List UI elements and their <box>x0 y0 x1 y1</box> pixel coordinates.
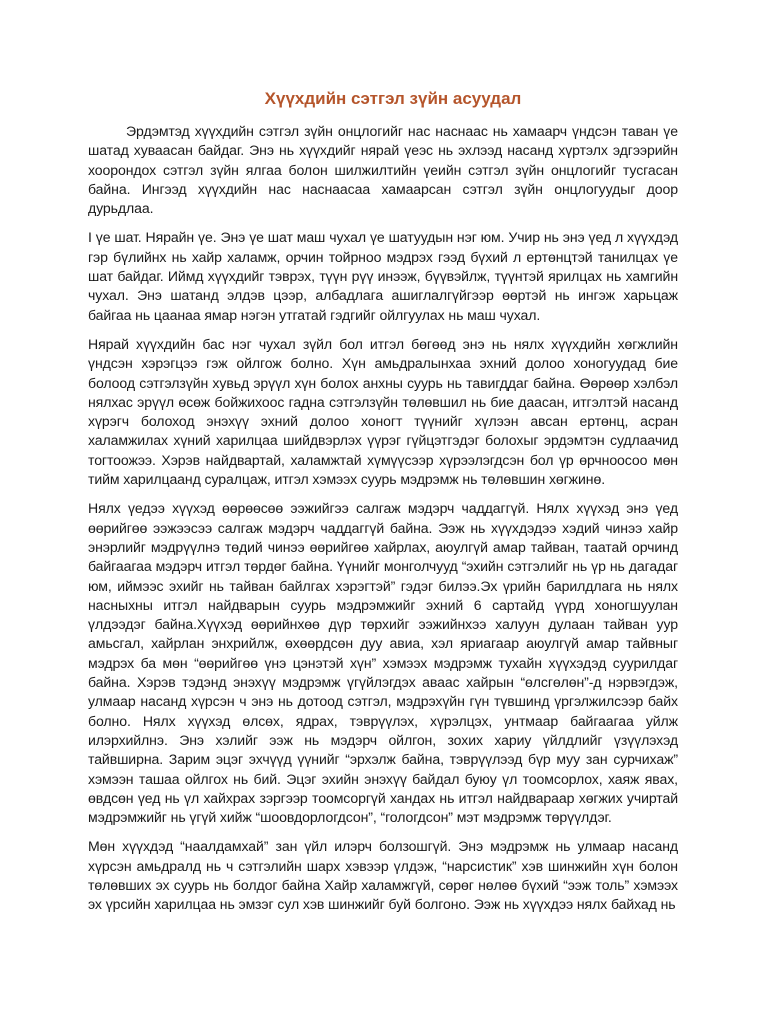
paragraph-clingy-behavior: Мөн хүүхдэд “наалдамхай” зан үйл илэрч болзошгүй. Энэ мэдрэмж нь улмаар насанд хүрсэн амьдралд нь ч сэтгэлийн шарх хэвээр үлдэж, “нарсистик” хэв шинжийн хүн болон төлөвших эх суурь нь болдог байна Хайр халамжгүй, сөрөг нөлөө бүхий “ээж толь” хэмээх эх үрсийн харилцаа нь эмзэг сул хэв шинжийг буй болгоно. Ээж нь хүүхдээ нялх байхад нь <box>88 838 678 913</box>
paragraph-trust: Нярай хүүхдийн бас нэг чухал зүйл бол итгэл бөгөөд энэ нь нялх хүүхдийн хөгжлийн үндсэн хэрэгцээ гэж ойлгож болно. Хүн амьдралынхаа эхний долоо хоногуудад бие болоод сэтгэлзүйн хувьд эрүүл хүн болох анхны суурь нь тавигддаг байна. Өөрөөр хэлбэл нялхас эрүүл өсөж бойжихоос гадна сэтгэлзүйн төлөвшил нь бие даасан, итгэлтэй насанд хүрэгч болоход энэхүү эхний долоо хоногт түүнийг хүлээн авсан ертөнц, асран халамжилах хүний харилцаа шийдвэрлэх үүрэг гүйцэтгэдэг болохыг эрдэмтэн судлаачид тогтоожээ. Хэрэв найдвартай, халамжтай хүмүүсээр хүрээлэгдсэн бол үр өрчноосоо мөн тийм харилцаанд суралцаж, итгэл хэмээх суурь мэдрэмж нь төлөвшин хөгжинө. <box>88 335 678 488</box>
paragraph-stage-one: I үе шат. Нярайн үе. Энэ үе шат маш чухал үе шатуудын нэг юм. Учир нь энэ үед л хүүхдэд гэр бүлийнх нь хайр халамж, орчин тойрноо мэдрэх гээд бүхий л ертөнцтэй танилцах үе шат байдаг. Иймд хүүхдийг тэврэх, түүн рүү инээж, бүүвэйлж, түүнтэй ярилцах нь хамгийн чухал. Энэ шатанд элдэв цээр, албадлага ашиглалгүйгээр өөртэй нь ингэж харьцаж байгаа нь цаанаа ямар нэгэн утгатай гэдгийг ойлгуулах нь маш чухал. <box>88 229 678 323</box>
paragraph-intro: Эрдэмтэд хүүхдийн сэтгэл зүйн онцлогийг нас наснаас нь хамаарч үндсэн таван үе шатад хуваасан байдаг. Энэ нь хүүхдийг нярай үеэс нь эхлээд насанд хүртэлх эдгээрийн хоорондох сэтгэл зүйн ялгаа болон шилжилтийн үеийн сэтгэл зүйн онцлогийг тусгасан байна. Ингээд хүүхдийн нас наснаасаа хамаарсан сэтгэл зүйн онцлогуудыг доор дурьдлаа. <box>88 123 678 217</box>
paragraph-mother-bond: Нялх үедээ хүүхэд өөрөөсөө ээжийгээ салгаж мэдэрч чаддаггүй. Нялх хүүхэд энэ үед өөрийгөө ээжээсээ салгаж мэдэрч чаддаггүй байна. Ээж нь хүүхдэдээ хэдий чинээ хайр энэрлийг мэдрүүлнэ төдий чинээ өөрийгөө хайрлах, аюулгүй амар тайван, таатай орчинд байгаагаа мэдэрч итгэл төрдөг байна. Үүнийг монголчууд “эхийн сэтгэлийг нь үр нь дагадаг юм, иймээс эхийг нь тайван байлгах хэрэгтэй” гэдэг билээ.Эх үрийн барилдлага нь нялх насныхны итгэл найдварын суурь мэдрэмжийг эхний 6 сартайд үүрд хоногшуулан үлдээдэг байна.Хүүхэд өөрийнхөө дүр төрхийг ээжийнхээ халуун дулаан тайван уур амьсгал, хайрлан энхрийлж, өхөөрдсөн дуу авиа, хэл яриагаар аюулгүй амар тайвныг мэдрэх ба мөн “өөрийгөө үнэ цэнэтэй хүн” хэмээх мэдрэмж тухайн хүүхэдэд суурилдаг байна. Хэрэв тэдэнд энэхүү мэдрэмж үгүйлэгдэх аваас хайрын “өлсгөлөн”-д нэрвэгдэж, улмаар насанд хүрсэн ч энэ нь дотоод сэтгэл, мэдрэхүйн гүн түвшинд үргэлжилсээр байх болно. Нялх хүүхэд өлсөх, ядрах, тэврүүлэх, хүрэлцэх, унтмаар байгаагаа уйлж илэрхийлнэ. Энэ хэлийг ээж нь мэдэрч ойлгон, зохих хариу үйлдлийг үзүүлэхэд тайвширна. Зарим эцэг эхчүүд үүнийг “эрхэлж байна, тэврүүлээд бүр муу зан сурчихаж” хэмээн ташаа ойлгох нь бий. Эцэг эхийн энэхүү байдал буюу үл тоомсорлох, хаяж явах, өвдсөн үед нь үл хайхрах зэргээр тоомсоргүй хандах нь итгэл найдвараар хөгжих учиртай мэдрэмжийг нь үгүй хийж “шоовдорлогдсон”, “гологдсон” мэт мэдрэмж төрүүлдэг. <box>88 500 678 826</box>
document-title: Хүүхдийн сэтгэл зүйн асуудал <box>264 89 522 108</box>
document-page <box>88 88 678 925</box>
